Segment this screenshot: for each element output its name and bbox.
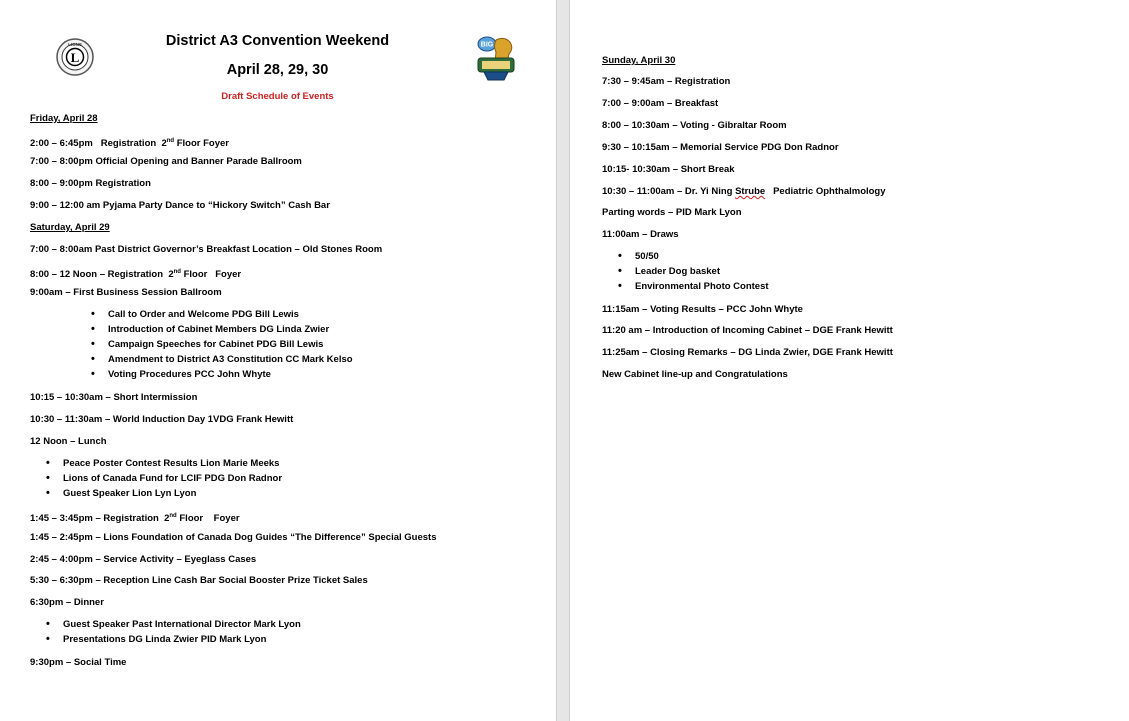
lunch-list bbox=[46, 456, 282, 501]
list-item: • Campaign Speeches for Cabinet PDG Bill Lewis bbox=[91, 337, 353, 352]
svg-text:L: L bbox=[70, 50, 80, 65]
list-item: • Lions of Canada Fund for LCIF PDG Don Radnor bbox=[46, 471, 282, 486]
saturday-item: 5:30 – 6:30pm – Reception Line Cash Bar Social Booster Prize Ticket Sales bbox=[30, 575, 368, 586]
draft-subtitle: Draft Schedule of Events bbox=[221, 91, 334, 102]
sunday-item: 11:20 am – Introduction of Incoming Cabinet – DGE Frank Hewitt bbox=[602, 325, 893, 336]
list-item: • Introduction of Cabinet Members DG Linda Zwier bbox=[91, 322, 353, 337]
sunday-item: 11:00am – Draws bbox=[602, 229, 679, 240]
list-item: • Guest Speaker Past International Director Mark Lyon bbox=[46, 617, 301, 632]
draws-list bbox=[618, 249, 769, 294]
friday-item: 8:00 – 9:00pm Registration bbox=[30, 178, 151, 189]
convention-logo bbox=[474, 34, 518, 82]
list-item: • Peace Poster Contest Results Lion Marie Meeks bbox=[46, 456, 282, 471]
list-item: • 50/50 bbox=[618, 249, 769, 264]
friday-item: 2:00 – 6:45pm Registration 2nd Floor Foyer bbox=[30, 138, 229, 150]
list-item: • Environmental Photo Contest bbox=[618, 279, 769, 294]
list-item: • Amendment to District A3 Constitution CC Mark Kelso bbox=[91, 352, 353, 367]
friday-item: 9:00 – 12:00 am Pyjama Party Dance to “Hickory Switch” Cash Bar bbox=[30, 200, 330, 211]
saturday-item: 6:30pm – Dinner bbox=[30, 597, 104, 608]
list-item: • Leader Dog basket bbox=[618, 264, 769, 279]
lions-logo bbox=[56, 38, 94, 76]
friday-item: 7:00 – 8:00pm Official Opening and Banner Parade Ballroom bbox=[30, 156, 302, 167]
page-title: District A3 Convention Weekend bbox=[165, 33, 390, 49]
saturday-item: 9:30pm – Social Time bbox=[30, 657, 127, 668]
sunday-item: New Cabinet line-up and Congratulations bbox=[602, 369, 788, 380]
event-dates: April 28, 29, 30 bbox=[226, 62, 329, 78]
saturday-item: 10:30 – 11:30am – World Induction Day 1VDG Frank Hewitt bbox=[30, 414, 294, 425]
document-page-left bbox=[0, 0, 556, 721]
sunday-item: 8:00 – 10:30am – Voting - Gibraltar Room bbox=[602, 120, 787, 131]
list-item: • Call to Order and Welcome PDG Bill Lewis bbox=[91, 307, 353, 322]
sunday-item: 9:30 – 10:15am – Memorial Service PDG Don Radnor bbox=[602, 142, 839, 153]
page-gutter bbox=[556, 0, 570, 721]
saturday-item: 9:00am – First Business Session Ballroom bbox=[30, 287, 222, 298]
saturday-item: 10:15 – 10:30am – Short Intermission bbox=[30, 392, 198, 403]
saturday-item: 1:45 – 2:45pm – Lions Foundation of Canada Dog Guides “The Difference” Special Guests bbox=[30, 532, 437, 543]
friday-heading: Friday, April 28 bbox=[30, 113, 98, 124]
saturday-item: 12 Noon – Lunch bbox=[30, 436, 107, 447]
sunday-item: Parting words – PID Mark Lyon bbox=[602, 207, 742, 218]
dinner-list bbox=[46, 617, 301, 647]
sunday-item: 10:30 – 11:00am – Dr. Yi Ning Strube Pediatric Ophthalmology bbox=[602, 186, 886, 197]
sunday-heading: Sunday, April 30 bbox=[602, 55, 676, 66]
sunday-item: 11:15am – Voting Results – PCC John Whyte bbox=[602, 304, 803, 315]
saturday-item: 2:45 – 4:00pm – Service Activity – Eyeglass Cases bbox=[30, 554, 257, 565]
list-item: • Guest Speaker Lion Lyn Lyon bbox=[46, 486, 282, 501]
sunday-item: 7:30 – 9:45am – Registration bbox=[602, 76, 731, 87]
sunday-item: 10:15- 10:30am – Short Break bbox=[602, 164, 735, 175]
sunday-item: 11:25am – Closing Remarks – DG Linda Zwier, DGE Frank Hewitt bbox=[602, 347, 893, 358]
svg-text:BIG: BIG bbox=[480, 41, 494, 49]
saturday-item: 8:00 – 12 Noon – Registration 2nd Floor Foyer bbox=[30, 269, 242, 281]
list-item: • Presentations DG Linda Zwier PID Mark Lyon bbox=[46, 632, 301, 647]
list-item: • Voting Procedures PCC John Whyte bbox=[91, 367, 353, 382]
saturday-heading: Saturday, April 29 bbox=[30, 222, 110, 233]
saturday-item: 7:00 – 8:00am Past District Governor’s Breakfast Location – Old Stones Room bbox=[30, 244, 383, 255]
sunday-item: 7:00 – 9:00am – Breakfast bbox=[602, 98, 719, 109]
document-page-right bbox=[570, 0, 1129, 721]
business-session-list bbox=[91, 307, 353, 382]
svg-text:LIONS: LIONS bbox=[68, 42, 82, 47]
saturday-item: 1:45 – 3:45pm – Registration 2nd Floor Foyer bbox=[30, 513, 240, 525]
